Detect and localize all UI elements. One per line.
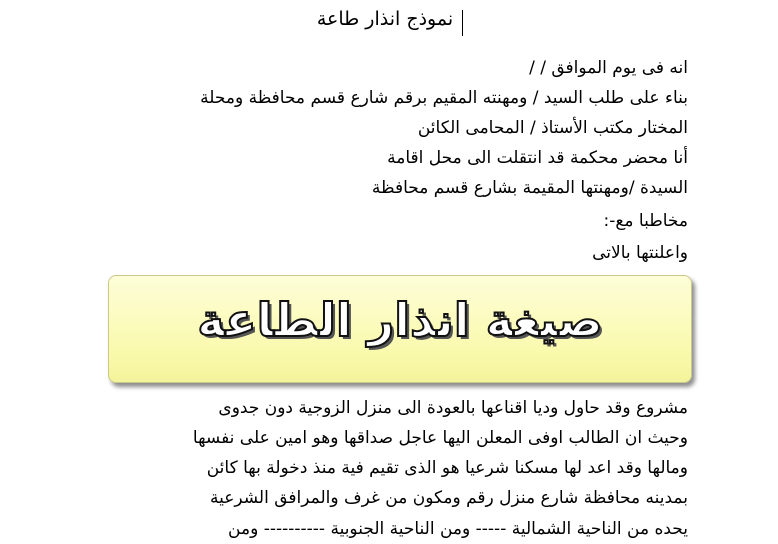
document-line[interactable]: بمدينه محافظة شارع منزل رقم ومكون من غرف والمرافق الشرعية	[209, 488, 688, 508]
title-banner	[108, 275, 692, 383]
text-cursor	[462, 10, 463, 36]
document-line[interactable]: مشروع وقد حاول وديا اقناعها بالعودة الى منزل الزوجية دون جدوى	[218, 398, 688, 418]
document-line[interactable]: المختار مكتب الأستاذ / المحامى الكائن	[417, 118, 688, 138]
document-line[interactable]: أنا محضر محكمة قد انتقلت الى محل اقامة	[387, 148, 688, 168]
document-line[interactable]: مخاطبا مع-:	[603, 211, 688, 231]
document-line[interactable]: واعلنتها بالاتى	[592, 243, 688, 263]
document-line[interactable]: بناء على طلب السيد / ومهنته المقيم برقم شارع قسم محافظة ومحلة	[200, 88, 688, 108]
document-line[interactable]: وحيث ان الطالب اوفى المعلن اليها عاجل صداقها وهو امين على نفسها	[192, 428, 688, 448]
document-title[interactable]: نموذج انذار طاعة	[316, 8, 454, 30]
banner-title: صيغة انذار الطاعة	[197, 293, 603, 347]
document-line[interactable]: ومالها وقد اعد لها مسكنا شرعيا هو الذى تقيم فية منذ دخولة بها كائن	[206, 458, 688, 478]
document-line[interactable]: انه فى يوم الموافق / /	[529, 58, 688, 78]
document-line[interactable]: السيدة /ومهنتها المقيمة بشارع قسم محافظة	[371, 178, 688, 198]
document-line[interactable]: يحده من الناحية الشمالية ----- ومن الناحية الجنوبية ---------- ومن	[228, 519, 688, 539]
